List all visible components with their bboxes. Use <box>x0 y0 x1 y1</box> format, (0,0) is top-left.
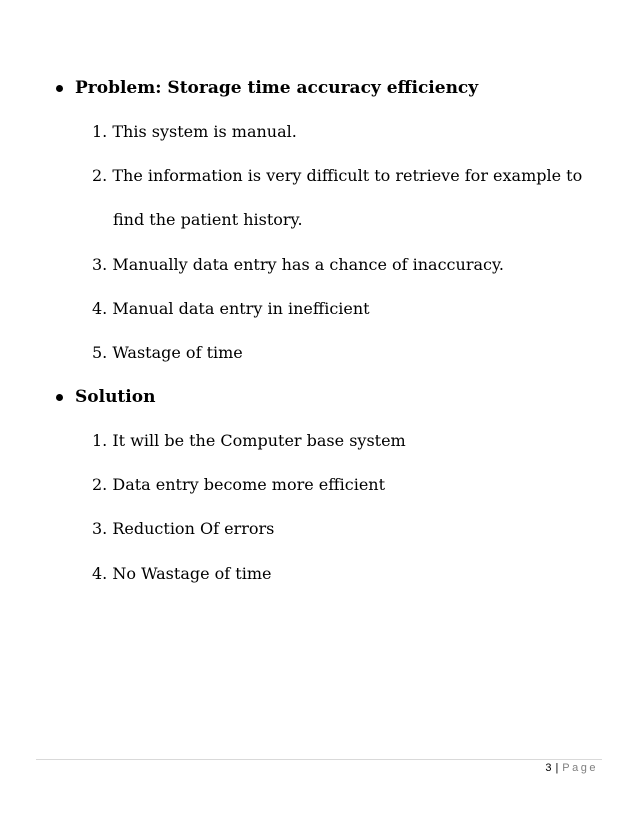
list-number: 5. <box>92 343 108 362</box>
list-text: Data entry become more efficient <box>112 475 386 494</box>
list-number: 2. <box>92 475 108 494</box>
problem-heading: Problem: Storage time accuracy efficiency <box>75 78 479 98</box>
list-number: 3. <box>92 255 108 274</box>
page-footer <box>545 762 598 774</box>
bullet-dot-icon <box>56 85 63 92</box>
list-number: 1. <box>92 431 108 450</box>
problem-item-3 <box>92 254 504 276</box>
problem-item-2 <box>92 165 582 187</box>
list-number: 4. <box>92 299 108 318</box>
list-text: Manually data entry has a chance of inaccuracy. <box>112 255 504 274</box>
list-number: 2. <box>92 166 108 185</box>
problem-item-1 <box>92 121 297 143</box>
solution-item-4 <box>92 563 271 585</box>
list-text: It will be the Computer base system <box>112 431 406 450</box>
problem-item-5 <box>92 342 243 364</box>
list-number: 3. <box>92 519 108 538</box>
list-text: Manual data entry in inefficient <box>112 299 370 318</box>
list-text: This system is manual. <box>112 122 297 141</box>
page-number: 3 <box>545 762 552 774</box>
problem-item-2-continuation: find the patient history. <box>113 210 303 229</box>
list-number: 4. <box>92 564 108 583</box>
bullet-problem <box>56 76 478 100</box>
list-text: Reduction Of errors <box>112 519 275 538</box>
footer-separator: | <box>555 762 559 774</box>
solution-heading: Solution <box>75 387 156 407</box>
list-number: 1. <box>92 122 108 141</box>
problem-item-4 <box>92 298 370 320</box>
bullet-dot-icon <box>56 394 63 401</box>
page-label: Page <box>562 762 598 774</box>
solution-item-3 <box>92 518 274 540</box>
solution-item-1 <box>92 430 406 452</box>
list-text: No Wastage of time <box>112 564 272 583</box>
list-text: The information is very difficult to retrieve for example to <box>112 166 583 185</box>
footer-divider <box>36 759 602 760</box>
list-text: Wastage of time <box>112 343 243 362</box>
solution-item-2 <box>92 474 385 496</box>
bullet-solution <box>56 385 155 409</box>
